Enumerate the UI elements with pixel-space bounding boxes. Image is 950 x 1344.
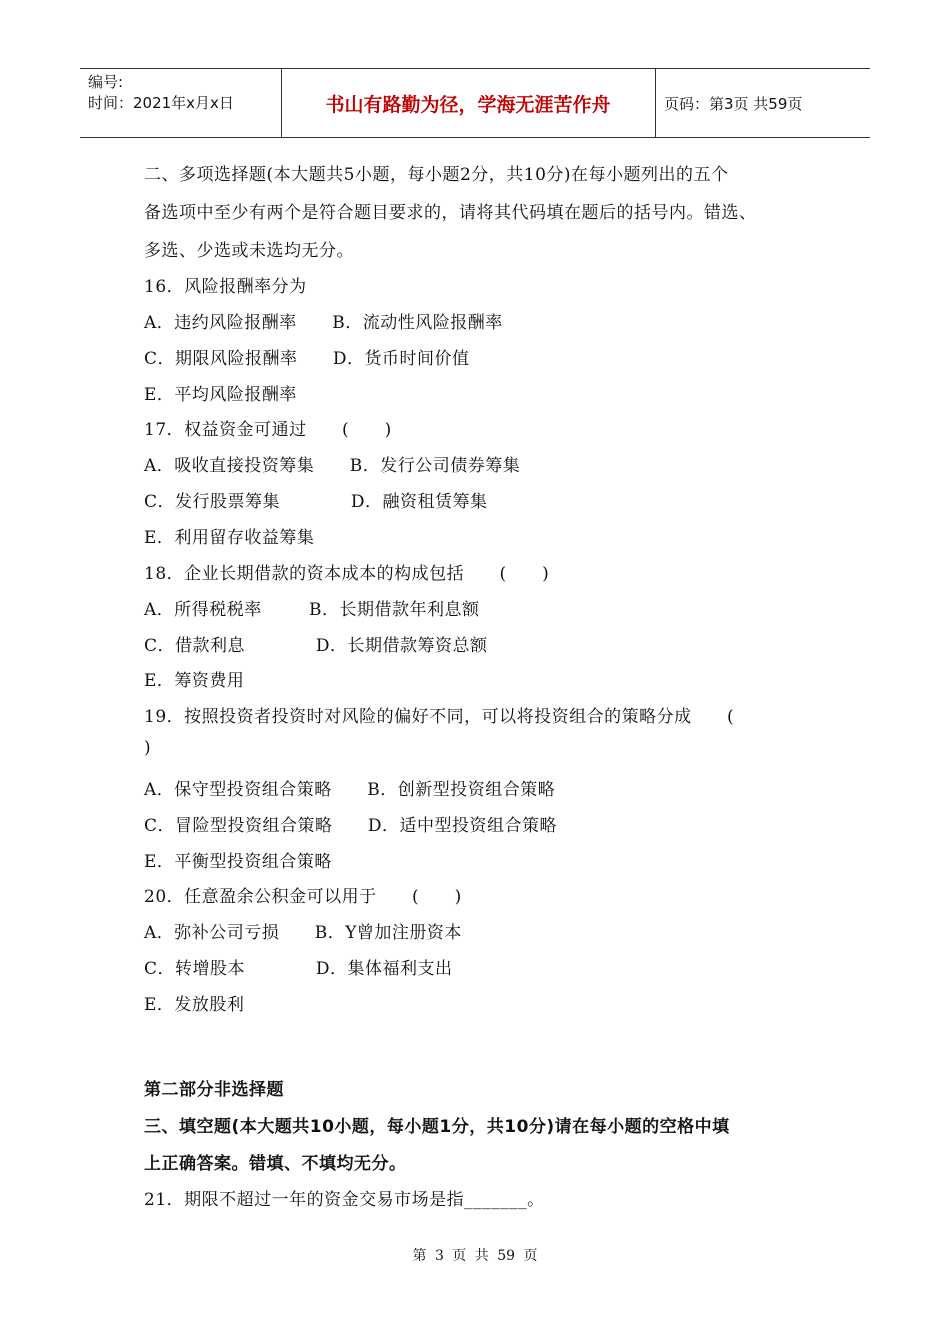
- time-label: 时间：2021年x月x日: [88, 94, 234, 112]
- q20-options-ab: A．弥补公司亏损 B．Y曾加注册资本: [144, 923, 462, 943]
- q19-options-cd: C．冒险型投资组合策略 D．适中型投资组合策略: [144, 816, 558, 836]
- header-left: [88, 72, 234, 114]
- q17-option-e: E．利用留存收益筹集: [144, 528, 315, 548]
- q18-option-e: E．筹资费用: [144, 671, 245, 691]
- q19-options-ab: A．保守型投资组合策略 B．创新型投资组合策略: [144, 780, 556, 800]
- q16-stem: 16．风险报酬率分为: [144, 277, 307, 297]
- q19-stem: 19．按照投资者投资时对风险的偏好不同，可以将投资组合的策略分成 (: [144, 707, 735, 727]
- q16-options-ab: A．违约风险报酬率 B．流动性风险报酬率: [144, 313, 503, 333]
- section2-intro-line: 多选、少选或未选均无分。: [144, 241, 354, 261]
- header-divider: [655, 69, 656, 137]
- page-footer: 第 3 页 共 59 页: [412, 1248, 538, 1264]
- q18-options-ab: A．所得税税率 B．长期借款年利息额: [144, 600, 480, 620]
- q21-stem: 21．期限不超过一年的资金交易市场是指_______。: [144, 1190, 545, 1210]
- q17-options-ab: A．吸收直接投资筹集 B．发行公司债券筹集: [144, 456, 521, 476]
- q16-option-e: E．平均风险报酬率: [144, 385, 297, 405]
- header-page-info: 页码：第3页 共59页: [664, 94, 803, 113]
- q17-options-cd: C．发行股票筹集 D．融资租赁筹集: [144, 492, 488, 512]
- q20-options-cd: C．转增股本 D．集体福利支出: [144, 959, 453, 979]
- header-motto: 书山有路勤为径，学海无涯苦作舟: [325, 93, 611, 116]
- section3-intro-line: 三、填空题(本大题共10小题，每小题1分，共10分)请在每小题的空格中填: [144, 1117, 730, 1137]
- page-header: [80, 68, 870, 138]
- section3-intro-line: 上正确答案。错填、不填均无分。: [144, 1154, 407, 1174]
- section2-intro-line: 备选项中至少有两个是符合题目要求的，请将其代码填在题后的括号内。错选、: [144, 203, 757, 223]
- q18-options-cd: C．借款利息 D．长期借款筹资总额: [144, 636, 488, 656]
- q19-stem-continued: ): [144, 738, 152, 758]
- code-label: 编号:: [88, 73, 124, 91]
- q18-stem: 18．企业长期借款的资本成本的构成包括 ( ): [144, 564, 550, 584]
- section2-intro-line: 二、多项选择题(本大题共5小题，每小题2分，共10分)在每小题列出的五个: [144, 165, 729, 185]
- q20-option-e: E．发放股利: [144, 995, 245, 1015]
- q20-stem: 20．任意盈余公积金可以用于 ( ): [144, 887, 462, 907]
- part2-title: 第二部分非选择题: [144, 1080, 284, 1100]
- q17-stem: 17．权益资金可通过 ( ): [144, 420, 392, 440]
- q16-options-cd: C．期限风险报酬率 D．货币时间价值: [144, 349, 470, 369]
- q19-option-e: E．平衡型投资组合策略: [144, 852, 332, 872]
